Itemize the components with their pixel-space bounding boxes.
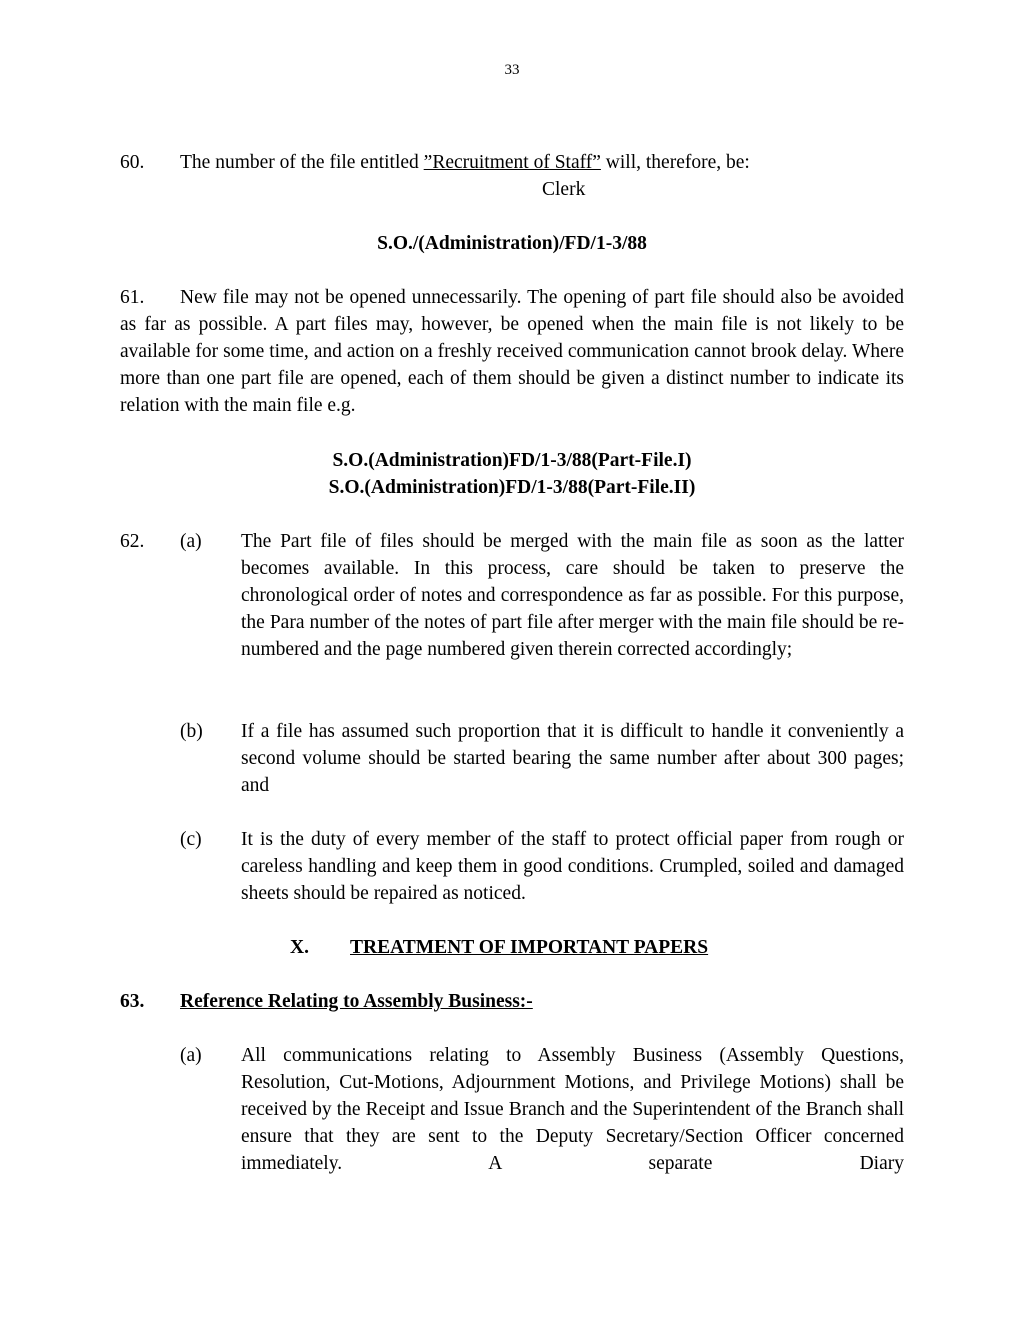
paragraph-text: will, therefore, be: bbox=[600, 152, 750, 173]
item-label: (b) bbox=[180, 721, 203, 742]
paragraph-heading: Reference Relating to Assembly Business:- bbox=[180, 991, 533, 1012]
section-heading bbox=[290, 934, 708, 961]
item-text: All communications relating to Assembly Business (Assembly Questions, Resolution, Cut-Motions, Adjournment Motions, and Privilege Motions) shall be received by the Receipt and Issue Branch and the Superintendent of the Branch shall ensure that they are sent to the Deputy Secretary/Section Officer concerned immediately. A separate Diary bbox=[241, 1045, 904, 1174]
item-text: If a file has assumed such proportion that it is difficult to handle it conveniently a second volume should be started bearing the same number after about 300 pages; and bbox=[241, 721, 904, 796]
paragraph-62-item-b bbox=[120, 718, 904, 799]
file-title: ”Recruitment of Staff” bbox=[423, 152, 601, 173]
section-number: X. bbox=[290, 937, 309, 958]
paragraph-60 bbox=[120, 149, 904, 176]
paragraph-62-item-a bbox=[120, 528, 904, 663]
paragraph-number: 62. bbox=[120, 531, 145, 552]
page-number: 33 bbox=[504, 62, 520, 78]
item-label: (a) bbox=[180, 1045, 202, 1066]
file-number: S.O./(Administration)/FD/1-3/88 bbox=[377, 233, 647, 254]
paragraph-63-item-a bbox=[120, 1042, 904, 1177]
paragraph-number: 61. bbox=[120, 287, 145, 308]
item-text: It is the duty of every member of the staff to protect official paper from rough or careless handling and keep them in good conditions. Crumpled, soiled and damaged sheets should be repaired as noticed. bbox=[241, 829, 904, 904]
paragraph-62-item-c bbox=[120, 826, 904, 907]
item-label: (c) bbox=[180, 829, 202, 850]
part-file-number-1: S.O.(Administration)FD/1-3/88(Part-File.I) bbox=[332, 450, 692, 471]
item-text: The Part file of files should be merged with the main file as soon as the latter becomes available. In this process, care should be taken to preserve the chronological order of notes and correspondence as far as possible. For this purpose, the Para number of the notes of part file after merger with the main file should be re-numbered and the page numbered given therein corrected accordingly; bbox=[241, 531, 904, 660]
paragraph-number: 60. bbox=[120, 152, 145, 173]
item-label: (a) bbox=[180, 531, 202, 552]
paragraph-text: New file may not be opened unnecessarily. The opening of part file should also be avoided as far as possible. A part files may, however, be opened when the main file is not likely to be available for some time, and action on a freshly received communication cannot brook delay. Where more than one part file are opened, each of them should be given a distinct number to indicate its relation with the main file e.g. bbox=[120, 287, 904, 416]
part-file-number-2: S.O.(Administration)FD/1-3/88(Part-File.II) bbox=[328, 477, 696, 498]
clerk-label: Clerk bbox=[542, 179, 586, 200]
paragraph-number: 63. bbox=[120, 991, 145, 1012]
paragraph-61 bbox=[120, 284, 904, 419]
section-title: TREATMENT OF IMPORTANT PAPERS bbox=[350, 937, 709, 958]
paragraph-text: The number of the file entitled bbox=[180, 152, 424, 173]
